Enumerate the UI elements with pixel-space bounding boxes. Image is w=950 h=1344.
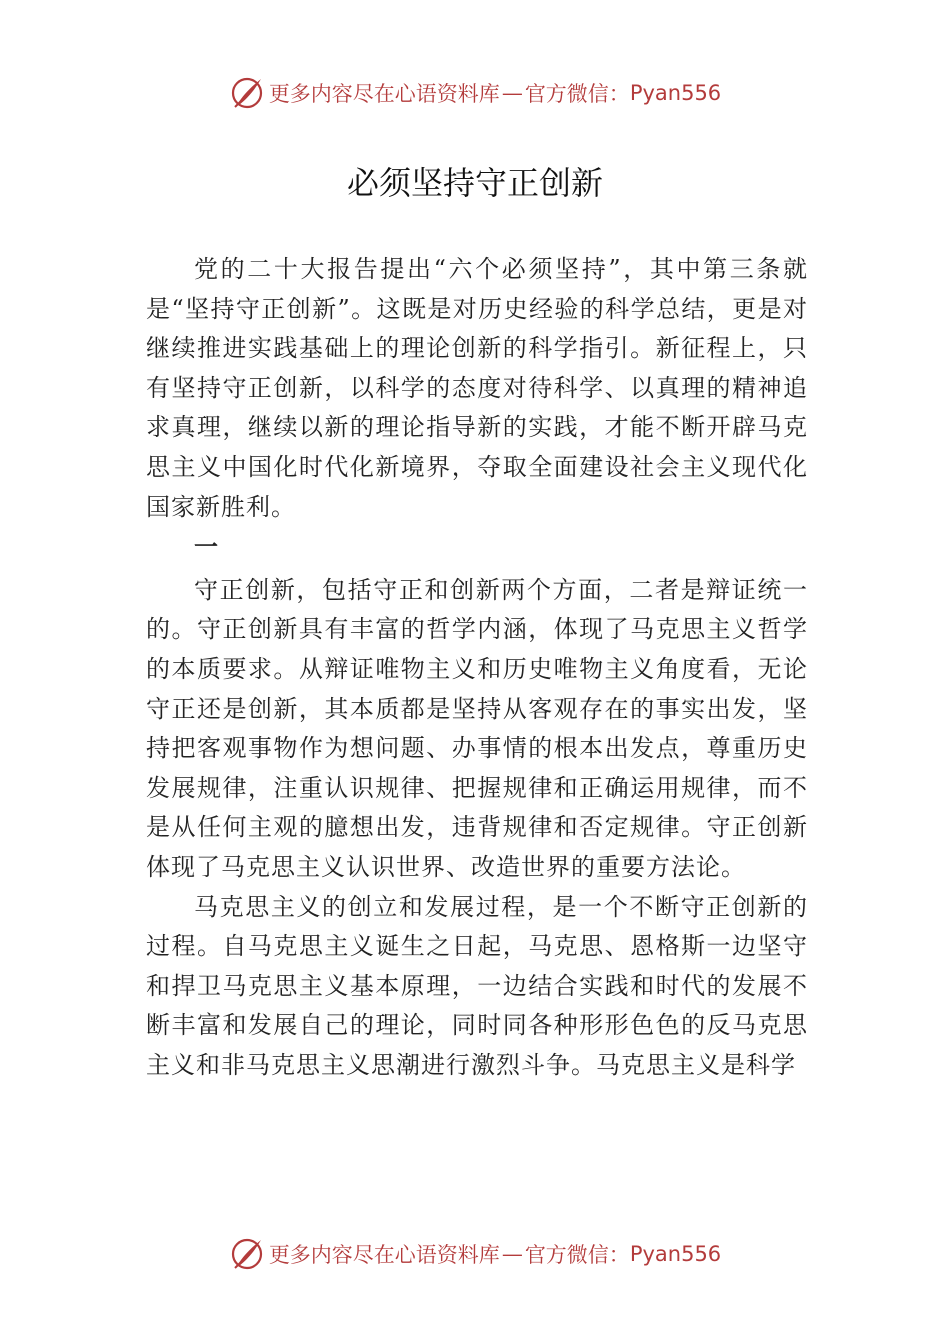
page-title: 必须坚持守正创新 [346, 164, 603, 202]
banner-wechat-id: Pyan556 [629, 1242, 722, 1266]
banner-text: 更多内容尽在心语资料库 [268, 1243, 500, 1267]
footer-banner [0, 1234, 950, 1274]
banner-wechat-label: 官方微信： [524, 82, 630, 106]
document-body [146, 250, 808, 1085]
banner-separator: — [501, 1242, 523, 1266]
banner-wechat-label: 官方微信： [524, 1243, 630, 1267]
paragraph-2: 守正创新，包括守正和创新两个方面，二者是辩证统一的。守正创新具有丰富的哲学内涵，体现了马克思主义哲学的本质要求。从辩证唯物主义和历史唯物主义角度看，无论守正还是创新，其本质都是坚持从客观存在的事实出发，坚持把客观事物作为想问题、办事情的根本出发点，尊重历史发展规律，注重认识规律、把握规律和正确运用规律，而不是从任何主观的臆想出发，违背规律和否定规律。守正创新体现了马克思主义认识世界、改造世界的重要方法论。 [146, 575, 808, 881]
paragraph-3: 马克思主义的创立和发展过程，是一个不断守正创新的过程。自马克思主义诞生之日起，马克思、恩格斯一边坚守和捍卫马克思主义基本原理，一边结合实践和时代的发展不断丰富和发展自己的理论，同时同各种形形色色的反马克思主义和非马克思主义思潮进行激烈斗争。马克思主义是科学 [146, 892, 808, 1079]
banner-text: 更多内容尽在心语资料库 [268, 82, 500, 106]
paragraph-1: 党的二十大报告提出“六个必须坚持”，其中第三条就是“坚持守正创新”。这既是对历史经验的科学总结，更是对继续推进实践基础上的理论创新的科学指引。新征程上，只有坚持守正创新，以科学的态度对待科学、以真理的精神追求真理，继续以新的理论指导新的实践，才能不断开辟马克思主义中国化时代化新境界，夺取全面建设社会主义现代化国家新胜利。 [146, 255, 808, 521]
banner-wechat-id: Pyan556 [629, 81, 722, 105]
quill-pen-logo-icon [229, 1236, 265, 1272]
header-banner [0, 73, 950, 113]
banner-separator: — [501, 81, 523, 105]
quill-pen-logo-icon [229, 75, 265, 111]
section-marker: 一 [194, 532, 219, 562]
